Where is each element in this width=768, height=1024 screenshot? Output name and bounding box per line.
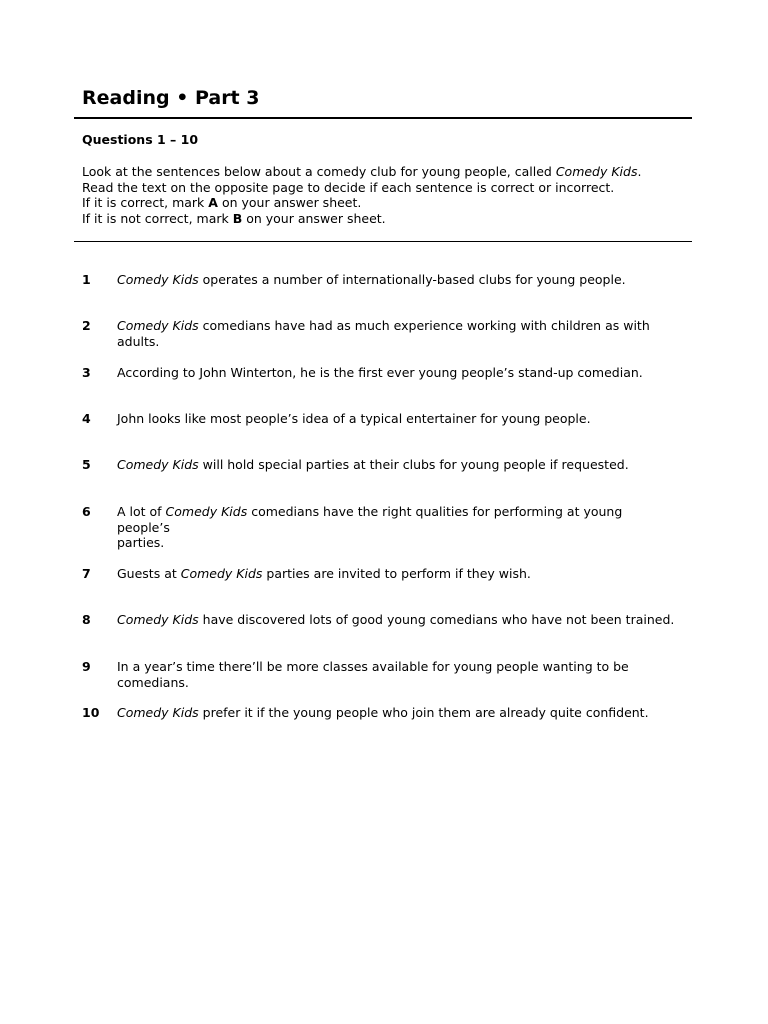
question-text-start: Guests at xyxy=(117,566,181,581)
question-text-end: parties are invited to perform if they wish. xyxy=(262,566,531,581)
instruction-line-3 xyxy=(82,195,641,211)
question-number: 6 xyxy=(82,504,91,519)
question-club-name: Comedy Kids xyxy=(117,705,199,720)
instruction-line-4-text: If it is not correct, mark xyxy=(82,210,233,226)
question-number: 3 xyxy=(82,365,91,380)
question-text-end: comedians have had as much experience working with children as with adults. xyxy=(117,318,650,349)
question-text xyxy=(117,318,677,349)
title-divider xyxy=(74,117,692,119)
question-text-start: John looks like most people’s idea of a typical entertainer for young people. xyxy=(117,411,591,426)
question-number: 5 xyxy=(82,457,91,472)
question-text xyxy=(117,566,677,582)
question-text-end: prefer it if the young people who join them are already quite confident. xyxy=(198,705,649,720)
question-number: 8 xyxy=(82,612,91,627)
instruction-line-2: Read the text on the opposite page to decide if each sentence is correct or incorrect. xyxy=(82,179,615,195)
instruction-club-name: Comedy Kids xyxy=(555,164,638,179)
question-club-name: Comedy Kids xyxy=(165,504,248,519)
instruction-line-3-text: If it is correct, mark xyxy=(82,195,209,210)
instruction-line-1-end: . xyxy=(637,164,642,179)
answer-letter-a: A xyxy=(208,195,218,210)
question-number: 7 xyxy=(82,566,91,581)
question-text-end: comedians have the right qualities for performing at young people’s xyxy=(117,504,623,535)
instruction-line-3-end: on your answer sheet. xyxy=(217,195,362,210)
instruction-line-4-end: on your answer sheet. xyxy=(242,210,386,226)
question-text xyxy=(117,411,677,427)
question-text-start: According to John Winterton, he is the first ever young people’s stand-up comedian. xyxy=(117,365,643,380)
question-number: 2 xyxy=(82,318,91,333)
instruction-line-1-text: Look at the sentences below about a comedy club for young people, called xyxy=(82,164,556,179)
question-text xyxy=(117,457,677,473)
instructions-block xyxy=(82,164,641,226)
question-text xyxy=(117,659,677,690)
question-number: 4 xyxy=(82,411,91,426)
question-text xyxy=(117,612,677,628)
question-text-start: In a year’s time there’ll be more classes available for young people wanting to be comedians. xyxy=(117,659,629,690)
question-club-name: Comedy Kids xyxy=(117,272,199,287)
answer-letter-b: B xyxy=(232,210,243,226)
question-text xyxy=(117,504,677,551)
question-text xyxy=(117,365,677,381)
question-number: 9 xyxy=(82,659,91,674)
question-text-start: A lot of xyxy=(117,504,166,519)
question-text-continued: parties. xyxy=(117,535,165,550)
question-club-name: Comedy Kids xyxy=(117,612,199,627)
question-club-name: Comedy Kids xyxy=(180,566,263,581)
question-text-end: have discovered lots of good young comedians who have not been trained. xyxy=(198,612,675,627)
question-number: 10 xyxy=(82,705,100,720)
questions-range-heading: Questions 1 – 10 xyxy=(82,132,199,147)
question-number: 1 xyxy=(82,272,91,287)
instructions-divider xyxy=(74,241,692,242)
page-title: Reading • Part 3 xyxy=(82,87,260,109)
instruction-line-4 xyxy=(82,211,641,227)
question-text-end: will hold special parties at their clubs for young people if requested. xyxy=(198,457,629,472)
question-text xyxy=(117,705,677,721)
question-text xyxy=(117,272,677,288)
question-club-name: Comedy Kids xyxy=(117,457,199,472)
question-text-end: operates a number of internationally-based clubs for young people. xyxy=(198,272,626,287)
question-club-name: Comedy Kids xyxy=(117,318,199,333)
instruction-line-1 xyxy=(82,164,641,180)
